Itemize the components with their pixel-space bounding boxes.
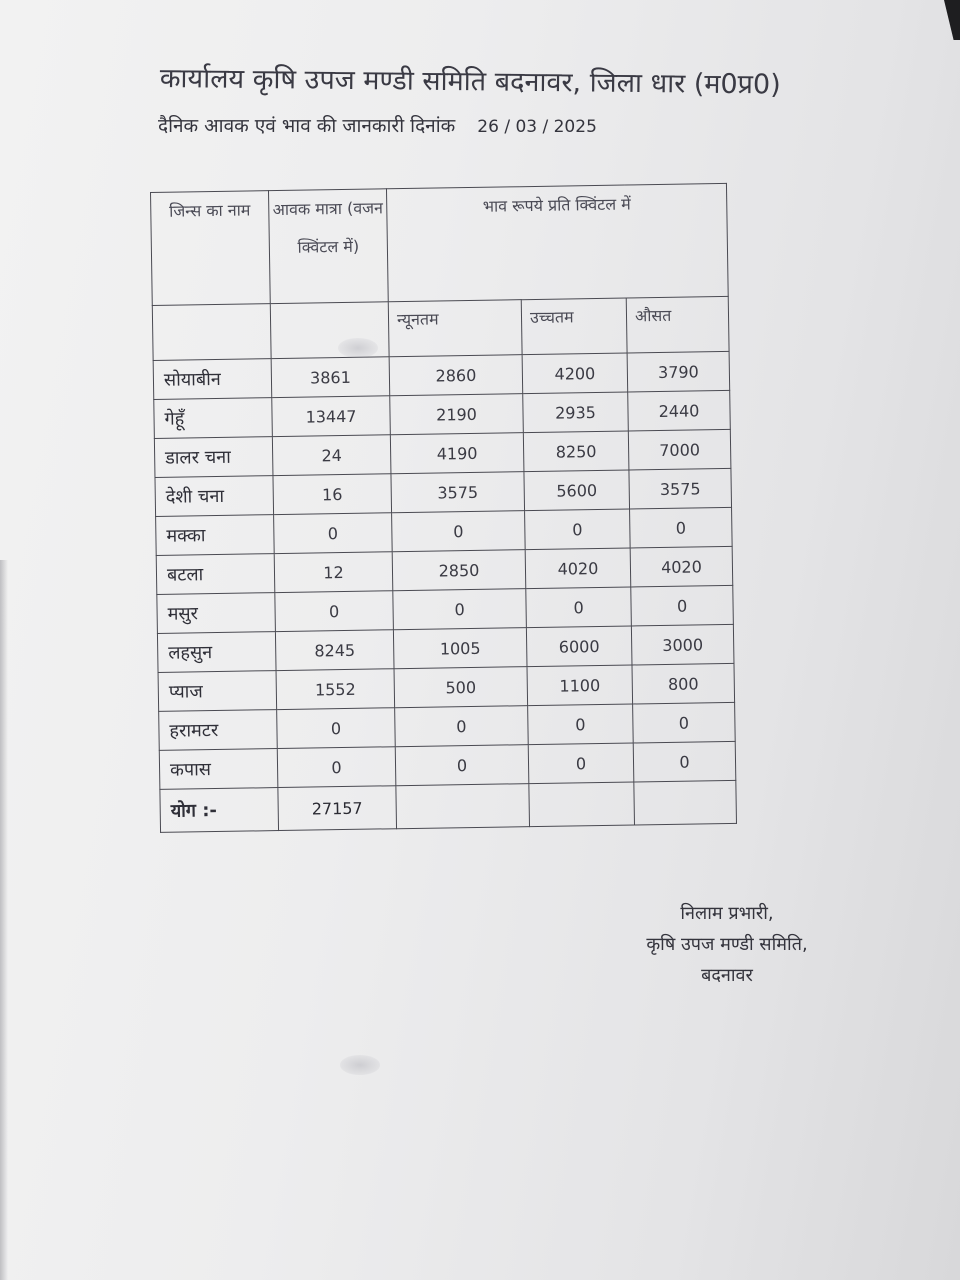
header-commodity: जिन्स का नाम bbox=[151, 191, 271, 306]
max-price-cell: 1100 bbox=[527, 665, 633, 706]
arrival-cell: 8245 bbox=[275, 630, 394, 671]
avg-price-cell: 4020 bbox=[630, 546, 733, 587]
price-table bbox=[150, 183, 737, 833]
arrival-cell: 3861 bbox=[271, 357, 390, 398]
max-price-cell: 6000 bbox=[526, 626, 632, 667]
total-empty-cell bbox=[396, 784, 530, 829]
min-price-cell: 0 bbox=[392, 511, 526, 552]
header-arrival: आवक मात्रा (वजन क्विंटल में) bbox=[268, 189, 388, 304]
commodity-name: सोयाबीन bbox=[153, 359, 272, 400]
header-max: उच्चतम bbox=[521, 298, 627, 355]
table-subheader-row bbox=[152, 296, 729, 360]
commodity-name: लहसुन bbox=[157, 632, 276, 673]
signature-block bbox=[612, 898, 842, 991]
arrival-cell: 13447 bbox=[272, 396, 391, 437]
total-arrival: 27157 bbox=[278, 786, 397, 831]
header-min: न्यूनतम bbox=[388, 300, 522, 357]
signature-line-2: कृषि उपज मण्डी समिति, bbox=[646, 934, 808, 955]
max-price-cell: 5600 bbox=[524, 470, 630, 511]
min-price-cell: 0 bbox=[395, 706, 529, 747]
min-price-cell: 3575 bbox=[391, 472, 525, 513]
commodity-name: मसुर bbox=[157, 593, 276, 634]
commodity-name: कपास bbox=[159, 749, 278, 790]
report-subtitle bbox=[158, 112, 597, 138]
commodity-name: हरामटर bbox=[159, 710, 278, 751]
arrival-cell: 0 bbox=[274, 513, 393, 554]
min-price-cell: 2190 bbox=[390, 394, 524, 435]
avg-price-cell: 800 bbox=[632, 663, 735, 704]
commodity-name: देशी चना bbox=[155, 476, 274, 517]
max-price-cell: 0 bbox=[525, 509, 631, 550]
min-price-cell: 2850 bbox=[392, 550, 526, 591]
arrival-cell: 16 bbox=[273, 474, 392, 515]
report-date: 26 / 03 / 2025 bbox=[477, 117, 597, 137]
commodity-name: प्याज bbox=[158, 671, 277, 712]
avg-price-cell: 0 bbox=[630, 507, 733, 548]
header-price-group: भाव रूपये प्रति क्विंटल में bbox=[386, 183, 728, 301]
avg-price-cell: 3790 bbox=[627, 351, 730, 392]
signature-line-3: बदनावर bbox=[701, 965, 753, 986]
ink-smudge bbox=[340, 1055, 380, 1075]
avg-price-cell: 7000 bbox=[628, 429, 731, 470]
arrival-cell: 24 bbox=[272, 435, 391, 476]
page-shadow bbox=[0, 560, 8, 1280]
avg-price-cell: 2440 bbox=[628, 390, 731, 431]
arrival-cell: 0 bbox=[277, 747, 396, 788]
commodity-name: बटला bbox=[156, 554, 275, 595]
avg-price-cell: 0 bbox=[633, 741, 736, 782]
subtitle-text: दैनिक आवक एवं भाव की जानकारी दिनांक bbox=[158, 115, 456, 137]
total-row bbox=[160, 780, 737, 832]
arrival-cell: 0 bbox=[277, 708, 396, 749]
max-price-cell: 0 bbox=[526, 587, 632, 628]
commodity-name: डालर चना bbox=[154, 437, 273, 478]
header-avg: औसत bbox=[626, 296, 729, 353]
min-price-cell: 2860 bbox=[389, 355, 523, 396]
arrival-cell: 0 bbox=[275, 591, 394, 632]
max-price-cell: 0 bbox=[528, 704, 634, 745]
table-header-row bbox=[151, 183, 729, 305]
max-price-cell: 2935 bbox=[523, 392, 629, 433]
total-empty-cell bbox=[529, 782, 635, 827]
total-empty-cell bbox=[634, 780, 737, 825]
avg-price-cell: 0 bbox=[633, 702, 736, 743]
max-price-cell: 0 bbox=[528, 743, 634, 784]
min-price-cell: 0 bbox=[393, 589, 527, 630]
min-price-cell: 1005 bbox=[393, 628, 527, 669]
signature-line-1: निलाम प्रभारी, bbox=[680, 903, 774, 924]
arrival-cell: 12 bbox=[274, 552, 393, 593]
commodity-name: गेहूँ bbox=[154, 398, 273, 439]
price-table-container bbox=[150, 183, 760, 833]
office-title: कार्यालय कृषि उपज मण्डी समिति बदनावर, जिला धार (म0प्र0) bbox=[159, 62, 781, 101]
total-label: योग :- bbox=[160, 788, 279, 833]
min-price-cell: 0 bbox=[395, 745, 529, 786]
max-price-cell: 8250 bbox=[523, 431, 629, 472]
arrival-cell: 1552 bbox=[276, 669, 395, 710]
min-price-cell: 500 bbox=[394, 667, 528, 708]
ink-smudge bbox=[338, 338, 378, 358]
subheader-empty bbox=[152, 304, 271, 361]
avg-price-cell: 0 bbox=[631, 585, 734, 626]
avg-price-cell: 3000 bbox=[631, 624, 734, 665]
max-price-cell: 4200 bbox=[522, 353, 628, 394]
commodity-name: मक्का bbox=[156, 515, 275, 556]
min-price-cell: 4190 bbox=[390, 433, 524, 474]
avg-price-cell: 3575 bbox=[629, 468, 732, 509]
max-price-cell: 4020 bbox=[525, 548, 631, 589]
